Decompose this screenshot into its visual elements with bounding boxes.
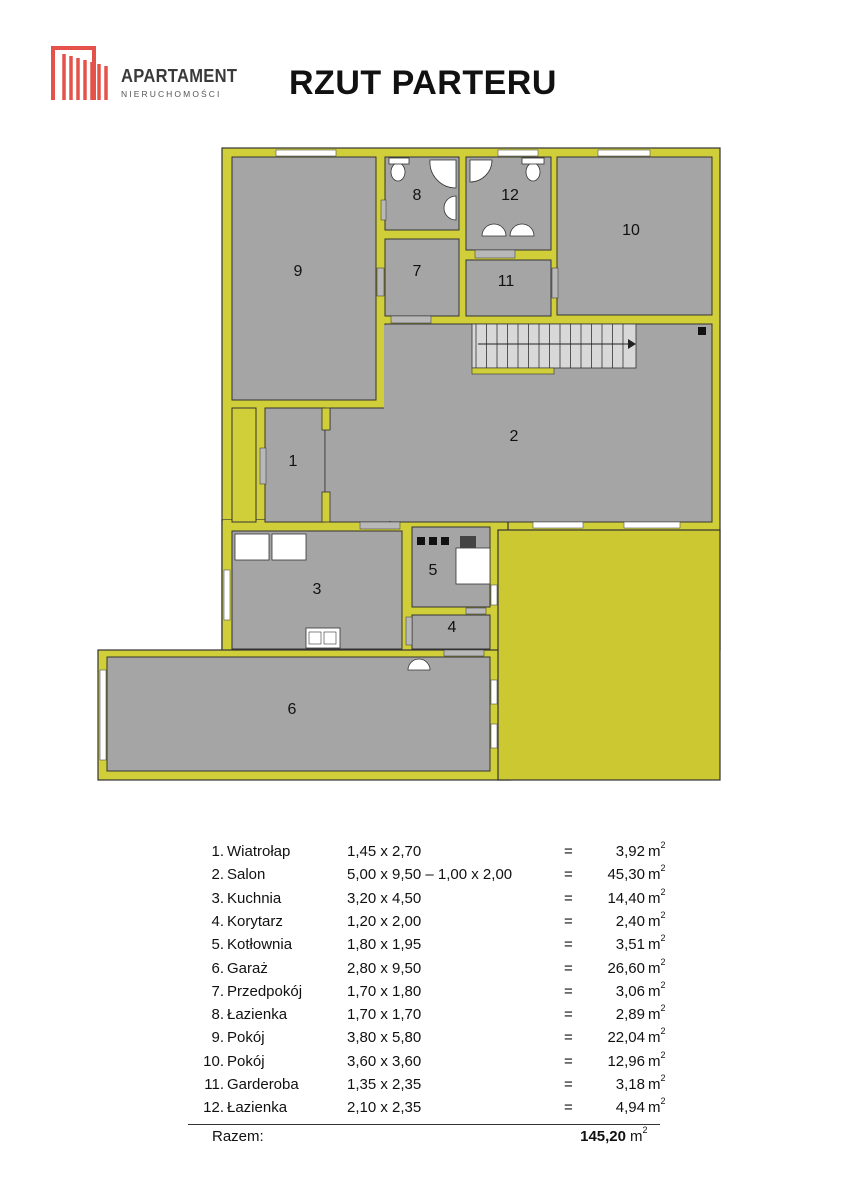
washbasin-icon: [389, 158, 409, 164]
row-equals: =: [564, 1052, 573, 1070]
row-unit: [648, 1049, 666, 1070]
row-name: Kotłownia: [227, 936, 293, 954]
chimney: [698, 327, 706, 335]
row-dimensions: 1,70 x 1,70: [347, 1006, 422, 1024]
row-unit-sup: 2: [660, 979, 666, 990]
toilet-icon: [391, 163, 405, 181]
window: [491, 724, 497, 748]
row-number: 12.: [203, 1099, 224, 1117]
window: [624, 522, 680, 528]
row-dimensions: 2,10 x 2,35: [347, 1099, 422, 1117]
row-number: 8.: [211, 1006, 224, 1024]
row-unit-sup: 2: [660, 1096, 666, 1107]
flue-3: [441, 537, 449, 545]
plan-label-room-5: 5: [428, 562, 438, 579]
row-unit-sup: 2: [660, 863, 666, 874]
plan-label-room-4: 4: [447, 619, 457, 636]
brand-subtitle: NIERUCHOMOŚCI: [121, 89, 222, 99]
row-unit: [648, 933, 666, 954]
brand-name: APARTAMENT: [121, 66, 238, 86]
row-unit-text: m: [648, 959, 661, 977]
row-unit: [648, 956, 666, 977]
door: [466, 608, 486, 614]
stair-wall: [472, 368, 554, 374]
plan-label-room-6: 6: [287, 701, 297, 718]
row-unit-text: m: [648, 843, 661, 860]
row-unit-sup: 2: [660, 1073, 666, 1083]
row-dimensions: 3,60 x 3,60: [347, 1052, 422, 1070]
row-name: Kuchnia: [227, 889, 282, 907]
plan-label-room-7: 7: [412, 263, 422, 280]
window: [491, 585, 497, 605]
row-equals: =: [564, 982, 573, 1000]
row-area: 45,30: [607, 866, 645, 884]
row-equals: =: [564, 959, 573, 977]
row-unit-text: m: [648, 1029, 661, 1047]
window: [491, 680, 497, 704]
row-name: Wiatrołap: [227, 843, 291, 860]
boiler-pipe: [460, 536, 476, 548]
row-name: Przedpokój: [227, 982, 303, 1000]
door: [360, 522, 400, 529]
row-unit: [648, 1096, 666, 1117]
row-area: 3,92: [615, 843, 645, 860]
room-6: [107, 657, 490, 771]
room-7: [385, 239, 459, 316]
window: [100, 670, 106, 760]
row-unit-sup: 2: [660, 840, 666, 850]
row-unit-sup: 2: [660, 956, 666, 967]
total-unit-text: m: [630, 1128, 643, 1145]
kitchen-counter-1: [235, 534, 269, 560]
row-equals: =: [564, 1006, 573, 1024]
door: [406, 617, 412, 645]
row-unit: [648, 886, 666, 907]
row-unit-text: m: [648, 866, 661, 884]
flue-2: [429, 537, 437, 545]
row-number: 6.: [211, 959, 224, 977]
row-unit-text: m: [648, 982, 661, 1000]
door: [475, 250, 515, 258]
total-unit: [630, 1125, 648, 1145]
row-name: Pokój: [227, 1029, 265, 1047]
row-name: Pokój: [227, 1052, 265, 1070]
row-unit-sup: 2: [660, 933, 666, 944]
flue-1: [417, 537, 425, 545]
door: [260, 448, 266, 484]
row-equals: =: [564, 843, 573, 860]
row-dimensions: 5,00 x 9,50 – 1,00 x 2,00: [347, 866, 513, 884]
row-number: 5.: [211, 936, 224, 954]
row-unit: [648, 909, 666, 930]
row-dimensions: 1,35 x 2,35: [347, 1076, 422, 1093]
sink-bowl-1: [309, 632, 321, 644]
row-unit-sup: 2: [660, 886, 666, 897]
row-dimensions: 1,70 x 1,80: [347, 982, 422, 1000]
row-name: Garaż: [227, 959, 268, 977]
row-area: 14,40: [607, 889, 645, 907]
door: [552, 268, 558, 298]
door: [391, 316, 431, 323]
door: [377, 268, 384, 296]
washbasin-12-icon: [522, 158, 544, 164]
window: [598, 150, 650, 156]
row-dimensions: 1,20 x 2,00: [347, 912, 422, 930]
toilet-12-icon: [526, 163, 540, 181]
row-equals: =: [564, 1029, 573, 1047]
room-2-fill-b: [384, 325, 394, 521]
page-title: RZUT PARTERU: [289, 64, 557, 102]
row-unit-text: m: [648, 1099, 661, 1117]
row-number: 7.: [211, 982, 224, 1000]
row-area: 4,94: [615, 1099, 645, 1117]
row-equals: =: [564, 1076, 573, 1093]
row-number: 4.: [211, 912, 224, 930]
row-unit-text: m: [648, 1006, 661, 1024]
terrace: [498, 530, 720, 780]
row-area: 3,06: [615, 982, 645, 1000]
row-area: 2,89: [615, 1006, 645, 1024]
row-number: 1.: [211, 843, 224, 860]
row-area: 3,18: [615, 1076, 645, 1093]
plan-label-room-3: 3: [312, 581, 322, 598]
kitchen-counter-2: [272, 534, 306, 560]
plan-label-room-12: 12: [501, 187, 519, 204]
row-dimensions: 1,80 x 1,95: [347, 936, 422, 954]
window: [533, 522, 583, 528]
row-dimensions: 3,80 x 5,80: [347, 1029, 422, 1047]
total-unit-sup: 2: [642, 1125, 648, 1135]
row-unit-text: m: [648, 889, 661, 907]
vestibule-partition-bottom: [322, 492, 330, 522]
sink-bowl-2: [324, 632, 336, 644]
row-unit-text: m: [648, 1076, 661, 1093]
row-area: 12,96: [607, 1052, 645, 1070]
plan-label-room-1: 1: [288, 453, 298, 470]
row-unit: [648, 1003, 666, 1024]
row-name: Łazienka: [227, 1099, 288, 1117]
row-equals: =: [564, 889, 573, 907]
row-unit: [648, 979, 666, 1000]
total-label: Razem:: [212, 1128, 264, 1145]
window: [276, 150, 336, 156]
row-name: Korytarz: [227, 912, 283, 930]
row-unit-sup: 2: [660, 1026, 666, 1037]
vestibule-partition-top: [322, 408, 330, 430]
plan-label-room-8: 8: [412, 187, 422, 204]
row-dimensions: 1,45 x 2,70: [347, 843, 422, 860]
row-equals: =: [564, 912, 573, 930]
plan-label-room-2: 2: [509, 428, 519, 445]
row-name: Łazienka: [227, 1006, 288, 1024]
row-dimensions: 3,20 x 4,50: [347, 889, 422, 907]
door: [381, 200, 386, 220]
row-number: 9.: [211, 1029, 224, 1047]
row-number: 3.: [211, 889, 224, 907]
row-unit-text: m: [648, 1052, 661, 1070]
door: [444, 650, 484, 656]
row-number: 10.: [203, 1052, 224, 1070]
closet: [232, 408, 256, 522]
row-unit-sup: 2: [660, 1003, 666, 1014]
row-equals: =: [564, 936, 573, 954]
row-unit-sup: 2: [660, 909, 666, 920]
window: [498, 150, 538, 156]
total-area: 145,20: [580, 1128, 626, 1145]
window: [224, 570, 230, 620]
plan-label-room-10: 10: [622, 222, 640, 239]
plan-label-room-11: 11: [497, 273, 515, 290]
staircase: [472, 324, 636, 368]
row-unit: [648, 1073, 666, 1093]
row-unit: [648, 840, 666, 860]
row-unit: [648, 1026, 666, 1047]
row-unit-text: m: [648, 912, 661, 930]
row-name: Salon: [227, 866, 266, 884]
room-9: [232, 157, 376, 400]
row-area: 2,40: [615, 912, 645, 930]
row-unit: [648, 863, 666, 884]
row-dimensions: 2,80 x 9,50: [347, 959, 422, 977]
boiler: [456, 548, 490, 584]
row-area: 26,60: [607, 959, 645, 977]
row-area: 22,04: [607, 1029, 645, 1047]
row-area: 3,51: [615, 936, 645, 954]
plan-label-room-9: 9: [293, 263, 303, 280]
row-unit-text: m: [648, 936, 661, 954]
row-name: Garderoba: [227, 1076, 299, 1093]
row-number: 2.: [211, 866, 224, 884]
row-equals: =: [564, 866, 573, 884]
total-divider: [188, 1124, 660, 1125]
row-number: 11.: [204, 1076, 224, 1093]
row-unit-sup: 2: [660, 1049, 666, 1060]
row-equals: =: [564, 1099, 573, 1117]
